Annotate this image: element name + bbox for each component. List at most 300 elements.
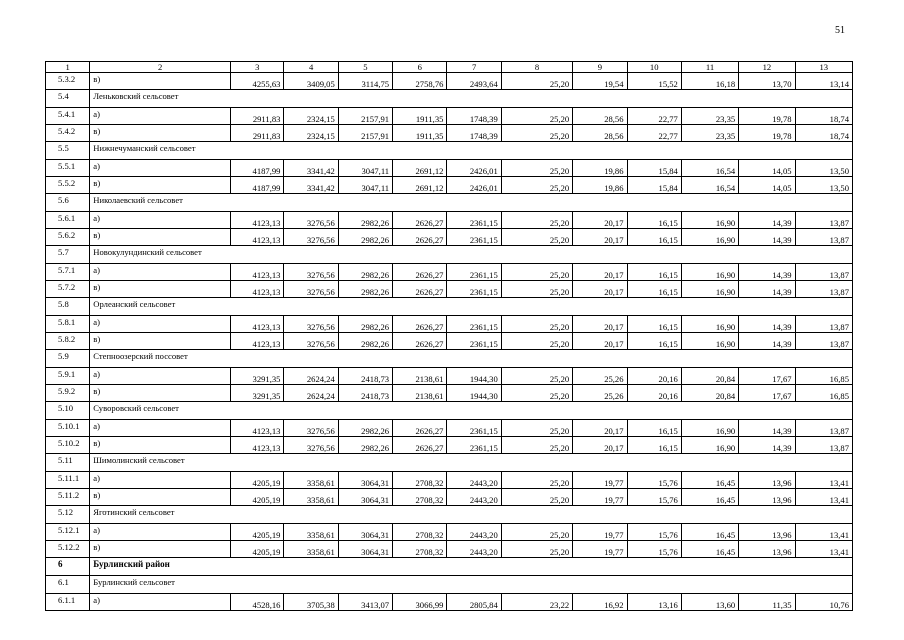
cell-value: 19,54 <box>573 73 627 90</box>
section-row <box>46 142 853 160</box>
section-title: Суворовский сельсовет <box>90 402 853 420</box>
cell-value: 2982,26 <box>338 264 392 281</box>
cell-value: 2982,26 <box>338 229 392 246</box>
cell-value: 14,39 <box>739 212 795 229</box>
row-label: в) <box>90 489 231 506</box>
cell-value: 2911,83 <box>231 108 284 125</box>
cell-value: 2626,27 <box>393 437 447 454</box>
row-code: 5.11.1 <box>46 472 90 489</box>
cell-value: 3291,35 <box>231 385 284 402</box>
cell-value: 16,90 <box>681 316 738 333</box>
cell-value: 15,52 <box>627 73 681 90</box>
row-label: а) <box>90 472 231 489</box>
cell-value: 16,15 <box>627 333 681 350</box>
cell-value: 14,39 <box>739 333 795 350</box>
cell-value: 2443,20 <box>447 524 501 541</box>
row-label: а) <box>90 524 231 541</box>
cell-value: 2361,15 <box>447 420 501 437</box>
cell-value: 19,77 <box>573 472 627 489</box>
cell-value: 25,20 <box>501 73 572 90</box>
column-header: 9 <box>573 62 627 73</box>
cell-value: 2361,15 <box>447 281 501 298</box>
column-header: 4 <box>284 62 338 73</box>
column-header: 6 <box>393 62 447 73</box>
row-label: а) <box>90 212 231 229</box>
cell-value: 2982,26 <box>338 281 392 298</box>
page-number: 51 <box>835 25 845 36</box>
cell-value: 3413,07 <box>338 594 392 611</box>
row-code: 5.9 <box>46 350 90 368</box>
cell-value: 16,54 <box>681 177 738 194</box>
cell-value: 3358,61 <box>284 524 338 541</box>
cell-value: 19,78 <box>739 125 795 142</box>
cell-value: 4123,13 <box>231 420 284 437</box>
column-header: 10 <box>627 62 681 73</box>
cell-value: 25,20 <box>501 177 572 194</box>
row-label: а) <box>90 594 231 611</box>
row-code: 5.9.2 <box>46 385 90 402</box>
cell-value: 3341,42 <box>284 160 338 177</box>
cell-value: 17,67 <box>739 385 795 402</box>
section-row <box>46 576 853 594</box>
row-label: в) <box>90 125 231 142</box>
cell-value: 2418,73 <box>338 385 392 402</box>
cell-value: 3047,11 <box>338 160 392 177</box>
cell-value: 16,85 <box>795 385 852 402</box>
cell-value: 13,41 <box>795 541 852 558</box>
cell-value: 13,96 <box>739 489 795 506</box>
cell-value: 2324,15 <box>284 108 338 125</box>
cell-value: 13,41 <box>795 524 852 541</box>
cell-value: 4187,99 <box>231 177 284 194</box>
cell-value: 4123,13 <box>231 281 284 298</box>
cell-value: 1748,39 <box>447 125 501 142</box>
cell-value: 2493,64 <box>447 73 501 90</box>
column-header: 13 <box>795 62 852 73</box>
cell-value: 25,20 <box>501 472 572 489</box>
cell-value: 3409,05 <box>284 73 338 90</box>
cell-value: 2626,27 <box>393 212 447 229</box>
cell-value: 2443,20 <box>447 472 501 489</box>
cell-value: 16,90 <box>681 229 738 246</box>
cell-value: 2626,27 <box>393 281 447 298</box>
cell-value: 2758,76 <box>393 73 447 90</box>
cell-value: 25,20 <box>501 281 572 298</box>
cell-value: 2982,26 <box>338 420 392 437</box>
cell-value: 3276,56 <box>284 420 338 437</box>
cell-value: 2708,32 <box>393 541 447 558</box>
cell-value: 2982,26 <box>338 316 392 333</box>
section-row <box>46 454 853 472</box>
cell-value: 2361,15 <box>447 229 501 246</box>
cell-value: 2982,26 <box>338 333 392 350</box>
cell-value: 25,26 <box>573 368 627 385</box>
cell-value: 2157,91 <box>338 125 392 142</box>
section-title: Николаевский сельсовет <box>90 194 853 212</box>
table-row <box>46 472 853 489</box>
cell-value: 4187,99 <box>231 160 284 177</box>
cell-value: 2708,32 <box>393 472 447 489</box>
row-code: 5.7.2 <box>46 281 90 298</box>
cell-value: 2426,01 <box>447 160 501 177</box>
cell-value: 16,90 <box>681 333 738 350</box>
cell-value: 20,84 <box>681 368 738 385</box>
section-row <box>46 402 853 420</box>
row-label: в) <box>90 229 231 246</box>
cell-value: 13,87 <box>795 437 852 454</box>
cell-value: 25,20 <box>501 541 572 558</box>
table-row <box>46 212 853 229</box>
row-code: 5.5.2 <box>46 177 90 194</box>
cell-value: 13,87 <box>795 281 852 298</box>
cell-value: 3358,61 <box>284 489 338 506</box>
cell-value: 4123,13 <box>231 212 284 229</box>
cell-value: 2361,15 <box>447 316 501 333</box>
section-title: Орлеанский сельсовет <box>90 298 853 316</box>
cell-value: 19,77 <box>573 541 627 558</box>
column-header: 7 <box>447 62 501 73</box>
tariff-table <box>45 61 853 611</box>
cell-value: 1944,30 <box>447 368 501 385</box>
cell-value: 25,20 <box>501 420 572 437</box>
cell-value: 3064,31 <box>338 472 392 489</box>
section-row <box>46 246 853 264</box>
cell-value: 25,20 <box>501 489 572 506</box>
section-title: Яготинский сельсовет <box>90 506 853 524</box>
section-title: Степноозерский поссовет <box>90 350 853 368</box>
cell-value: 23,35 <box>681 108 738 125</box>
cell-value: 2426,01 <box>447 177 501 194</box>
cell-value: 2361,15 <box>447 264 501 281</box>
row-label: а) <box>90 264 231 281</box>
cell-value: 3064,31 <box>338 541 392 558</box>
row-label: в) <box>90 385 231 402</box>
cell-value: 2691,12 <box>393 177 447 194</box>
row-label: в) <box>90 541 231 558</box>
cell-value: 15,76 <box>627 489 681 506</box>
row-label: а) <box>90 108 231 125</box>
cell-value: 3276,56 <box>284 264 338 281</box>
cell-value: 25,20 <box>501 368 572 385</box>
cell-value: 2443,20 <box>447 489 501 506</box>
section-row <box>46 194 853 212</box>
cell-value: 2708,32 <box>393 489 447 506</box>
cell-value: 25,20 <box>501 125 572 142</box>
cell-value: 4528,16 <box>231 594 284 611</box>
table-row <box>46 229 853 246</box>
cell-value: 25,20 <box>501 108 572 125</box>
cell-value: 2626,27 <box>393 264 447 281</box>
table-row <box>46 437 853 454</box>
cell-value: 2982,26 <box>338 212 392 229</box>
row-code: 5.8 <box>46 298 90 316</box>
row-code: 5.6.2 <box>46 229 90 246</box>
section-title: Леньковский сельсовет <box>90 90 853 108</box>
cell-value: 2138,61 <box>393 368 447 385</box>
cell-value: 16,45 <box>681 472 738 489</box>
cell-value: 2361,15 <box>447 333 501 350</box>
cell-value: 20,16 <box>627 385 681 402</box>
section-row <box>46 506 853 524</box>
cell-value: 11,35 <box>739 594 795 611</box>
row-code: 5.4.1 <box>46 108 90 125</box>
row-code: 5.11.2 <box>46 489 90 506</box>
cell-value: 18,74 <box>795 108 852 125</box>
cell-value: 3114,75 <box>338 73 392 90</box>
cell-value: 20,17 <box>573 264 627 281</box>
cell-value: 2626,27 <box>393 316 447 333</box>
row-label: а) <box>90 160 231 177</box>
cell-value: 19,77 <box>573 524 627 541</box>
row-code: 5.4 <box>46 90 90 108</box>
cell-value: 13,96 <box>739 541 795 558</box>
cell-value: 25,20 <box>501 264 572 281</box>
cell-value: 4123,13 <box>231 264 284 281</box>
row-code: 5.10 <box>46 402 90 420</box>
cell-value: 20,17 <box>573 281 627 298</box>
cell-value: 3291,35 <box>231 368 284 385</box>
table-row <box>46 420 853 437</box>
cell-value: 15,76 <box>627 472 681 489</box>
cell-value: 2626,27 <box>393 229 447 246</box>
section-row <box>46 298 853 316</box>
section-title: Бурлинский сельсовет <box>90 576 853 594</box>
cell-value: 13,70 <box>739 73 795 90</box>
table-row <box>46 489 853 506</box>
section-title: Шимолинский сельсовет <box>90 454 853 472</box>
cell-value: 3276,56 <box>284 333 338 350</box>
cell-value: 13,96 <box>739 472 795 489</box>
row-code: 5.5.1 <box>46 160 90 177</box>
cell-value: 2324,15 <box>284 125 338 142</box>
cell-value: 20,84 <box>681 385 738 402</box>
row-code: 5.10.1 <box>46 420 90 437</box>
row-code: 5.6.1 <box>46 212 90 229</box>
cell-value: 23,35 <box>681 125 738 142</box>
cell-value: 25,20 <box>501 385 572 402</box>
cell-value: 3276,56 <box>284 316 338 333</box>
cell-value: 16,15 <box>627 281 681 298</box>
cell-value: 13,87 <box>795 333 852 350</box>
cell-value: 2805,84 <box>447 594 501 611</box>
row-code: 5.5 <box>46 142 90 160</box>
cell-value: 20,17 <box>573 212 627 229</box>
cell-value: 2138,61 <box>393 385 447 402</box>
section-title: Новокулундинский сельсовет <box>90 246 853 264</box>
cell-value: 13,87 <box>795 264 852 281</box>
table-row <box>46 541 853 558</box>
cell-value: 13,60 <box>681 594 738 611</box>
cell-value: 2626,27 <box>393 420 447 437</box>
cell-value: 2418,73 <box>338 368 392 385</box>
row-label: в) <box>90 437 231 454</box>
table-row <box>46 316 853 333</box>
row-label: в) <box>90 333 231 350</box>
cell-value: 16,92 <box>573 594 627 611</box>
row-code: 5.12 <box>46 506 90 524</box>
cell-value: 16,15 <box>627 212 681 229</box>
cell-value: 2626,27 <box>393 333 447 350</box>
table-row <box>46 73 853 90</box>
cell-value: 14,05 <box>739 160 795 177</box>
cell-value: 15,76 <box>627 541 681 558</box>
cell-value: 25,20 <box>501 212 572 229</box>
cell-value: 17,67 <box>739 368 795 385</box>
cell-value: 22,77 <box>627 108 681 125</box>
cell-value: 14,39 <box>739 316 795 333</box>
cell-value: 1944,30 <box>447 385 501 402</box>
cell-value: 16,15 <box>627 437 681 454</box>
table-row <box>46 264 853 281</box>
cell-value: 15,76 <box>627 524 681 541</box>
cell-value: 16,90 <box>681 212 738 229</box>
cell-value: 15,84 <box>627 160 681 177</box>
cell-value: 14,39 <box>739 229 795 246</box>
column-header: 12 <box>739 62 795 73</box>
cell-value: 3705,38 <box>284 594 338 611</box>
cell-value: 19,86 <box>573 177 627 194</box>
cell-value: 16,45 <box>681 541 738 558</box>
cell-value: 25,20 <box>501 333 572 350</box>
section-title: Нижнечуманский сельсовет <box>90 142 853 160</box>
cell-value: 14,39 <box>739 281 795 298</box>
cell-value: 1748,39 <box>447 108 501 125</box>
table-row <box>46 333 853 350</box>
row-code: 6 <box>46 558 90 576</box>
cell-value: 13,87 <box>795 316 852 333</box>
cell-value: 13,87 <box>795 212 852 229</box>
cell-value: 16,54 <box>681 160 738 177</box>
cell-value: 13,41 <box>795 489 852 506</box>
cell-value: 20,17 <box>573 316 627 333</box>
cell-value: 4205,19 <box>231 472 284 489</box>
column-header: 11 <box>681 62 738 73</box>
cell-value: 3047,11 <box>338 177 392 194</box>
cell-value: 4123,13 <box>231 316 284 333</box>
table-row <box>46 125 853 142</box>
cell-value: 20,17 <box>573 437 627 454</box>
cell-value: 2361,15 <box>447 437 501 454</box>
section-row <box>46 90 853 108</box>
cell-value: 4123,13 <box>231 333 284 350</box>
column-header: 2 <box>90 62 231 73</box>
cell-value: 3358,61 <box>284 472 338 489</box>
cell-value: 20,17 <box>573 333 627 350</box>
cell-value: 4205,19 <box>231 489 284 506</box>
cell-value: 14,39 <box>739 420 795 437</box>
table-row <box>46 524 853 541</box>
column-header: 8 <box>501 62 572 73</box>
cell-value: 3276,56 <box>284 229 338 246</box>
row-label: а) <box>90 316 231 333</box>
cell-value: 4255,63 <box>231 73 284 90</box>
row-code: 5.12.2 <box>46 541 90 558</box>
cell-value: 16,18 <box>681 73 738 90</box>
row-code: 5.11 <box>46 454 90 472</box>
row-code: 6.1.1 <box>46 594 90 611</box>
column-header: 3 <box>231 62 284 73</box>
cell-value: 16,90 <box>681 420 738 437</box>
cell-value: 2982,26 <box>338 437 392 454</box>
cell-value: 16,90 <box>681 437 738 454</box>
cell-value: 13,87 <box>795 229 852 246</box>
cell-value: 2911,83 <box>231 125 284 142</box>
cell-value: 19,86 <box>573 160 627 177</box>
section-row <box>46 558 853 576</box>
cell-value: 25,20 <box>501 437 572 454</box>
row-code: 5.7 <box>46 246 90 264</box>
cell-value: 2624,24 <box>284 385 338 402</box>
cell-value: 2691,12 <box>393 160 447 177</box>
cell-value: 3341,42 <box>284 177 338 194</box>
cell-value: 25,20 <box>501 316 572 333</box>
cell-value: 13,50 <box>795 177 852 194</box>
row-code: 5.6 <box>46 194 90 212</box>
cell-value: 16,15 <box>627 316 681 333</box>
cell-value: 3064,31 <box>338 524 392 541</box>
table-row <box>46 594 853 611</box>
table-row <box>46 281 853 298</box>
row-code: 5.9.1 <box>46 368 90 385</box>
cell-value: 3276,56 <box>284 437 338 454</box>
table-row <box>46 108 853 125</box>
section-title: Бурлинский район <box>90 558 853 576</box>
column-header: 5 <box>338 62 392 73</box>
cell-value: 4205,19 <box>231 524 284 541</box>
cell-value: 3276,56 <box>284 281 338 298</box>
cell-value: 19,78 <box>739 108 795 125</box>
cell-value: 14,39 <box>739 437 795 454</box>
cell-value: 13,50 <box>795 160 852 177</box>
row-code: 5.12.1 <box>46 524 90 541</box>
row-code: 5.10.2 <box>46 437 90 454</box>
row-label: а) <box>90 368 231 385</box>
cell-value: 20,17 <box>573 420 627 437</box>
cell-value: 13,41 <box>795 472 852 489</box>
cell-value: 16,15 <box>627 264 681 281</box>
cell-value: 14,39 <box>739 264 795 281</box>
cell-value: 2708,32 <box>393 524 447 541</box>
cell-value: 1911,35 <box>393 125 447 142</box>
table-row <box>46 160 853 177</box>
row-label: а) <box>90 420 231 437</box>
cell-value: 25,26 <box>573 385 627 402</box>
cell-value: 22,77 <box>627 125 681 142</box>
cell-value: 13,16 <box>627 594 681 611</box>
row-code: 5.3.2 <box>46 73 90 90</box>
row-code: 5.4.2 <box>46 125 90 142</box>
row-code: 5.8.2 <box>46 333 90 350</box>
cell-value: 2157,91 <box>338 108 392 125</box>
cell-value: 20,16 <box>627 368 681 385</box>
cell-value: 2361,15 <box>447 212 501 229</box>
cell-value: 4123,13 <box>231 437 284 454</box>
cell-value: 28,56 <box>573 108 627 125</box>
table-header-row <box>46 62 853 73</box>
row-code: 5.8.1 <box>46 316 90 333</box>
cell-value: 3276,56 <box>284 212 338 229</box>
cell-value: 13,14 <box>795 73 852 90</box>
cell-value: 13,96 <box>739 524 795 541</box>
cell-value: 25,20 <box>501 160 572 177</box>
cell-value: 4205,19 <box>231 541 284 558</box>
row-label: в) <box>90 281 231 298</box>
table-row <box>46 385 853 402</box>
row-code: 5.7.1 <box>46 264 90 281</box>
cell-value: 25,20 <box>501 524 572 541</box>
table-row <box>46 368 853 385</box>
cell-value: 15,84 <box>627 177 681 194</box>
